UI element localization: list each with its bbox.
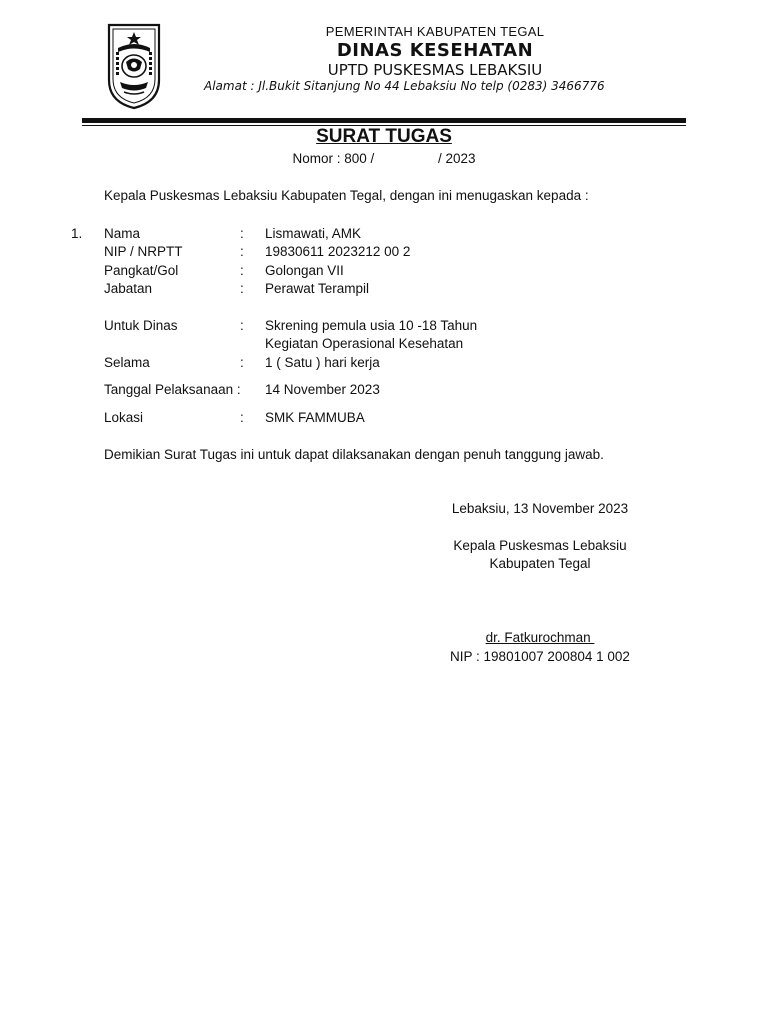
- execution-date-value: 14 November 2023: [265, 382, 380, 397]
- letterhead-divider-thick: [82, 118, 686, 123]
- item-number: 1.: [71, 226, 83, 241]
- closing-paragraph: Demikian Surat Tugas ini untuk dapat dilaksanakan dengan penuh tanggung jawab.: [104, 447, 604, 462]
- signatory-nip: NIP : 19801007 200804 1 002: [450, 649, 630, 664]
- location-label: Lokasi: [104, 410, 144, 425]
- field-label-name: Nama: [104, 226, 141, 241]
- field-label-rank: Pangkat/Gol: [104, 263, 179, 278]
- field-separator: :: [240, 226, 244, 241]
- duty-line-2: Kegiatan Operasional Kesehatan: [265, 336, 464, 351]
- regency-coat-of-arms-icon: [106, 22, 162, 110]
- signature-position-line-1: Kepala Puskesmas Lebaksiu: [453, 538, 627, 553]
- duration-value: 1 ( Satu ) hari kerja: [265, 355, 380, 370]
- letter-title: SURAT TUGAS: [316, 126, 452, 147]
- field-separator: :: [240, 410, 244, 425]
- field-separator: :: [240, 318, 244, 333]
- execution-date-label: Tanggal Pelaksanaan :: [104, 382, 241, 397]
- field-value-name: Lismawati, AMK: [265, 226, 362, 241]
- field-value-rank: Golongan VII: [265, 263, 344, 278]
- intro-paragraph: Kepala Puskesmas Lebaksiu Kabupaten Tegal, dengan ini menugaskan kepada :: [104, 188, 589, 203]
- location-value: SMK FAMMUBA: [265, 410, 365, 425]
- signature-position-line-2: Kabupaten Tegal: [489, 556, 591, 571]
- department-name: DINAS KESEHATAN: [336, 40, 534, 61]
- letterhead-address: Alamat : Jl.Bukit Sitanjung No 44 Lebaksiu No telp (0283) 3466776: [204, 79, 605, 93]
- government-name: PEMERINTAH KABUPATEN TEGAL: [325, 24, 545, 39]
- field-value-nip: 19830611 2023212 00 2: [265, 244, 411, 259]
- field-separator: :: [240, 355, 244, 370]
- duration-label: Selama: [104, 355, 150, 370]
- duty-line-1: Skrening pemula usia 10 -18 Tahun: [265, 318, 478, 333]
- signature-place-date: Lebaksiu, 13 November 2023: [451, 501, 629, 516]
- duty-label: Untuk Dinas: [104, 318, 178, 333]
- field-separator: :: [240, 281, 244, 296]
- field-value-position: Perawat Terampil: [265, 281, 370, 296]
- letter-number: Nomor : 800 / / 2023: [292, 151, 476, 166]
- unit-name: UPTD PUSKESMAS LEBAKSIU: [327, 61, 543, 79]
- field-separator: :: [240, 244, 244, 259]
- field-separator: :: [240, 263, 244, 278]
- field-label-position: Jabatan: [104, 281, 153, 296]
- field-label-nip: NIP / NRPTT: [104, 244, 183, 259]
- signatory-name: dr. Fatkurochman: [485, 630, 595, 645]
